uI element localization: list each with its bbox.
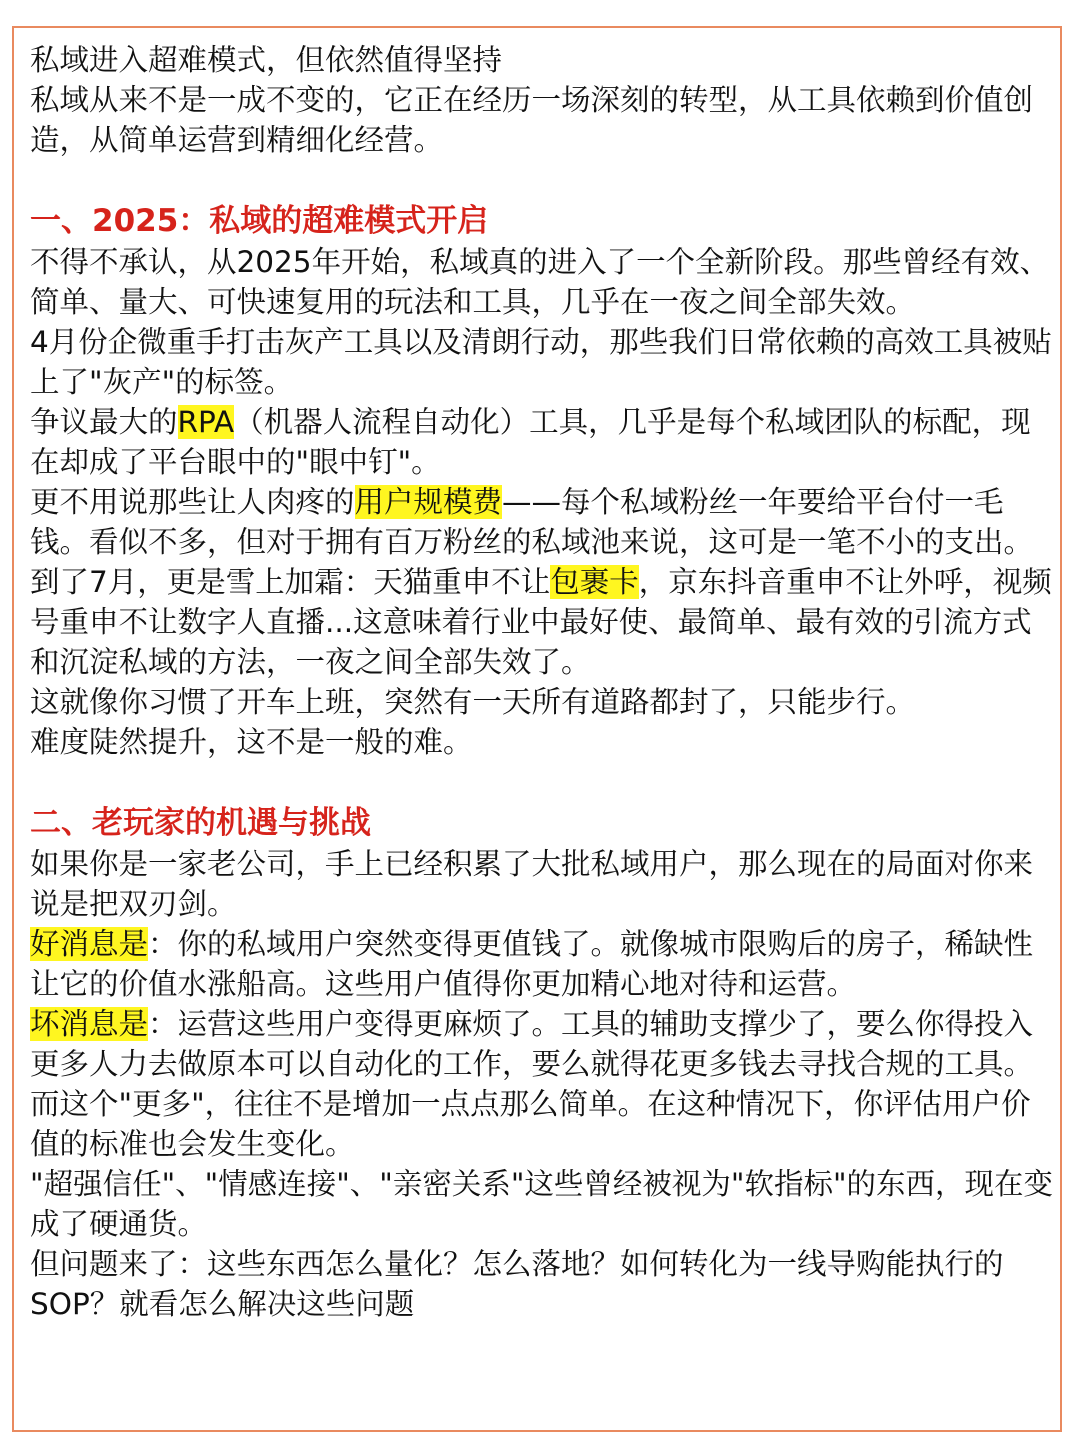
good-news-text: ：你的私域用户突然变得更值钱了。就像城市限购后的房子，稀缺性让它的价值水涨船高。这些用户值得你更加精心地对待和运营。 — [30, 927, 1034, 1001]
section-1-heading: 一、2025：私域的超难模式开启 — [30, 203, 489, 239]
section-2-paragraph-1: 如果你是一家老公司，手上已经积累了大批私域用户，那么现在的局面对你来说是把双刃剑。 — [30, 847, 1034, 921]
section-2-paragraph-4: "超强信任"、"情感连接"、"亲密关系"这些曾经被视为"软指标"的东西，现在变成了硬通货。 — [30, 1167, 1054, 1241]
package-card-highlight: 包裹卡 — [550, 565, 639, 599]
section-2-paragraph-5: 但问题来了：这些东西怎么量化？怎么落地？如何转化为一线导购能执行的SOP？就看怎么解决这些问题 — [30, 1247, 1004, 1321]
section-2-heading: 二、老玩家的机遇与挑战 — [30, 805, 371, 841]
section-1-paragraph-7: 难度陡然提升，这不是一般的难。 — [30, 725, 473, 759]
section-2-paragraph-2 — [30, 924, 1060, 1004]
rpa-highlight: RPA — [177, 405, 235, 439]
section-1-paragraph-6: 这就像你习惯了开车上班，突然有一天所有道路都封了，只能步行。 — [30, 685, 916, 719]
intro-text: 私域从来不是一成不变的，它正在经历一场深刻的转型，从工具依赖到价值创造，从简单运营到精细化经营。 — [30, 83, 1034, 157]
good-news-highlight: 好消息是 — [30, 927, 149, 961]
rpa-rest: （机器人流程自动化）工具，几乎是每个私域团队的标配，现在却成了平台眼中的"眼中钉"。 — [30, 405, 1031, 479]
section-1-paragraph-4 — [30, 482, 1060, 562]
spacer — [30, 160, 1060, 200]
section-1-paragraph-1: 不得不承认，从2025年开始，私域真的进入了一个全新阶段。那些曾经有效、简单、量大、可快速复用的玩法和工具，几乎在一夜之间全部失效。 — [30, 245, 1050, 319]
package-card-lead: 到了7月，更是雪上加霜：天猫重申不让 — [30, 565, 551, 599]
section-1-paragraph-5 — [30, 562, 1060, 682]
spacer — [30, 762, 1060, 802]
intro-title: 私域进入超难模式，但依然值得坚持 — [30, 43, 503, 77]
section-1-paragraph-2: 4月份企微重手打击灰产工具以及清朗行动，那些我们日常依赖的高效工具被贴上了"灰产"的标签。 — [30, 325, 1052, 399]
fee-lead: 更不用说那些让人肉疼的 — [30, 485, 355, 519]
article — [30, 40, 1060, 1324]
rpa-lead: 争议最大的 — [30, 405, 178, 439]
user-scale-fee-highlight: 用户规模费 — [354, 485, 503, 519]
section-1-paragraph-3 — [30, 402, 1060, 482]
section-2-paragraph-3 — [30, 1004, 1060, 1164]
fee-rest: ——每个私域粉丝一年要给平台付一毛钱。看似不多，但对于拥有百万粉丝的私域池来说，这可是一笔不小的支出。 — [30, 485, 1034, 559]
bad-news-highlight: 坏消息是 — [30, 1007, 149, 1041]
package-card-rest: ，京东抖音重申不让外呼，视频号重申不让数字人直播...这意味着行业中最好使、最简单、最有效的引流方式和沉淀私域的方法，一夜之间全部失效了。 — [30, 565, 1052, 679]
bad-news-text: ：运营这些用户变得更麻烦了。工具的辅助支撑少了，要么你得投入更多人力去做原本可以自动化的工作，要么就得花更多钱去寻找合规的工具。而这个"更多"，往往不是增加一点点那么简单。在这种情况下，你评估用户价值的标准也会发生变化。 — [30, 1007, 1034, 1161]
